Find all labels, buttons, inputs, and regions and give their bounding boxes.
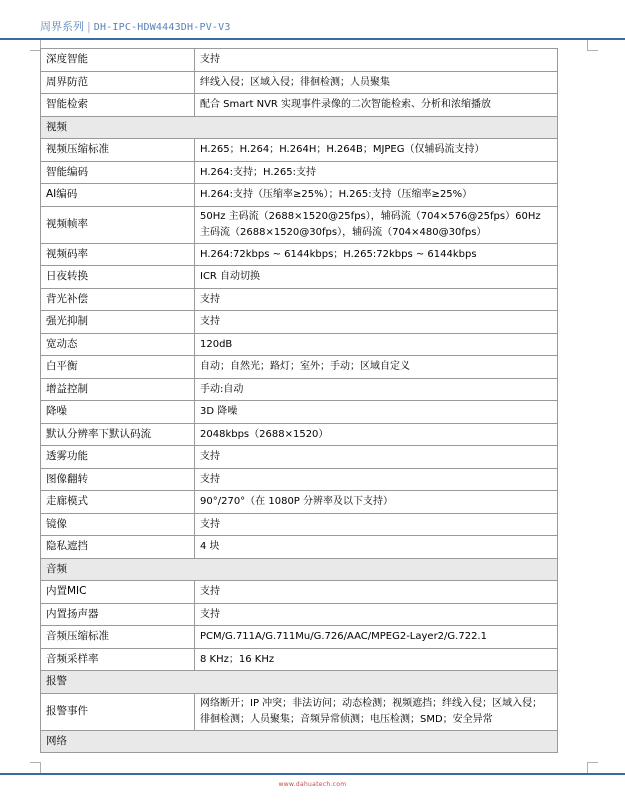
spec-value: 网络断开；IP 冲突；非法访问；动态检测；视频遮挡；绊线入侵；区域入侵；徘徊检测；人员聚集；音频异常侦测；电压检测；SMD；安全异常 xyxy=(195,693,558,730)
spec-table xyxy=(40,48,558,753)
spec-value: 2048kbps（2688×1520） xyxy=(195,423,558,446)
spec-row xyxy=(41,536,558,559)
section-title: 音频 xyxy=(41,558,558,581)
spec-key: 日夜转换 xyxy=(41,266,195,289)
spec-row xyxy=(41,356,558,379)
spec-row xyxy=(41,581,558,604)
spec-key: 周界防范 xyxy=(41,71,195,94)
spec-value: 支持 xyxy=(195,49,558,72)
spec-value: PCM/G.711A/G.711Mu/G.726/AAC/MPEG2-Layer2/G.722.1 xyxy=(195,626,558,649)
model-number: DH-IPC-HDW4443DH-PV-V3 xyxy=(93,22,231,33)
spec-row xyxy=(41,648,558,671)
section-row xyxy=(41,671,558,694)
spec-value: 4 块 xyxy=(195,536,558,559)
spec-row xyxy=(41,161,558,184)
spec-key: 深度智能 xyxy=(41,49,195,72)
spec-value: H.264:支持；H.265:支持 xyxy=(195,161,558,184)
crop-mark-bottom-left xyxy=(30,762,41,773)
footer-rule xyxy=(0,773,625,775)
spec-key: 降噪 xyxy=(41,401,195,424)
spec-value: 3D 降噪 xyxy=(195,401,558,424)
spec-key: 宽动态 xyxy=(41,333,195,356)
spec-key: 背光补偿 xyxy=(41,288,195,311)
spec-row xyxy=(41,311,558,334)
spec-row xyxy=(41,423,558,446)
spec-row xyxy=(41,693,558,730)
spec-key: 音频采样率 xyxy=(41,648,195,671)
spec-row xyxy=(41,206,558,243)
spec-row xyxy=(41,94,558,117)
spec-key: 增益控制 xyxy=(41,378,195,401)
section-title: 视频 xyxy=(41,116,558,139)
spec-row xyxy=(41,513,558,536)
spec-row xyxy=(41,184,558,207)
spec-key: 智能检索 xyxy=(41,94,195,117)
spec-row xyxy=(41,288,558,311)
spec-key: 内置MIC xyxy=(41,581,195,604)
spec-row xyxy=(41,243,558,266)
spec-value: 绊线入侵；区域入侵；徘徊检测；人员聚集 xyxy=(195,71,558,94)
spec-value: 支持 xyxy=(195,513,558,536)
section-row xyxy=(41,116,558,139)
spec-row xyxy=(41,491,558,514)
spec-value: 手动:自动 xyxy=(195,378,558,401)
spec-value: H.265；H.264；H.264H；H.264B；MJPEG（仅辅码流支持） xyxy=(195,139,558,162)
spec-key: 视频帧率 xyxy=(41,206,195,243)
spec-key: 默认分辨率下默认码流 xyxy=(41,423,195,446)
spec-key: 内置扬声器 xyxy=(41,603,195,626)
spec-key: 透雾功能 xyxy=(41,446,195,469)
page-header xyxy=(40,18,625,36)
spec-value: 支持 xyxy=(195,288,558,311)
spec-value: 支持 xyxy=(195,603,558,626)
spec-value: 支持 xyxy=(195,581,558,604)
spec-row xyxy=(41,266,558,289)
spec-key: 智能编码 xyxy=(41,161,195,184)
spec-row xyxy=(41,49,558,72)
spec-row xyxy=(41,333,558,356)
section-title: 网络 xyxy=(41,730,558,753)
series-name: 周界系列 xyxy=(40,20,84,33)
spec-row xyxy=(41,468,558,491)
footer-website: www.dahuatech.com xyxy=(278,781,347,788)
spec-value: 120dB xyxy=(195,333,558,356)
spec-key: 白平衡 xyxy=(41,356,195,379)
spec-row xyxy=(41,71,558,94)
spec-row xyxy=(41,139,558,162)
spec-table-body xyxy=(41,49,558,753)
spec-value: 50Hz 主码流（2688×1520@25fps），辅码流（704×576@25fps）60Hz 主码流（2688×1520@30fps），辅码流（704×480@30fps） xyxy=(195,206,558,243)
spec-value: H.264:支持（压缩率≥25%）；H.265:支持（压缩率≥25%） xyxy=(195,184,558,207)
spec-row xyxy=(41,378,558,401)
spec-key: 报警事件 xyxy=(41,693,195,730)
spec-row xyxy=(41,401,558,424)
spec-key: 图像翻转 xyxy=(41,468,195,491)
spec-key: 隐私遮挡 xyxy=(41,536,195,559)
section-row xyxy=(41,558,558,581)
spec-row xyxy=(41,603,558,626)
spec-value: 配合 Smart NVR 实现事件录像的二次智能检索、分析和浓缩播放 xyxy=(195,94,558,117)
spec-row xyxy=(41,446,558,469)
header-rule xyxy=(0,38,625,40)
spec-key: 强光抑制 xyxy=(41,311,195,334)
spec-value: 支持 xyxy=(195,468,558,491)
spec-key: 视频压缩标准 xyxy=(41,139,195,162)
spec-key: AI编码 xyxy=(41,184,195,207)
spec-key: 走廊模式 xyxy=(41,491,195,514)
spec-value: 自动；自然光；路灯；室外；手动；区域自定义 xyxy=(195,356,558,379)
spec-key: 视频码率 xyxy=(41,243,195,266)
spec-value: 8 KHz；16 KHz xyxy=(195,648,558,671)
header-separator: | xyxy=(87,20,91,33)
spec-key: 镜像 xyxy=(41,513,195,536)
crop-mark-top-right xyxy=(587,40,598,51)
section-row xyxy=(41,730,558,753)
spec-value: 支持 xyxy=(195,446,558,469)
crop-mark-bottom-right xyxy=(587,762,598,773)
spec-value: 90°/270°（在 1080P 分辨率及以下支持） xyxy=(195,491,558,514)
spec-value: H.264:72kbps ~ 6144kbps；H.265:72kbps ~ 6144kbps xyxy=(195,243,558,266)
spec-value: 支持 xyxy=(195,311,558,334)
spec-row xyxy=(41,626,558,649)
section-title: 报警 xyxy=(41,671,558,694)
spec-key: 音频压缩标准 xyxy=(41,626,195,649)
spec-value: ICR 自动切换 xyxy=(195,266,558,289)
